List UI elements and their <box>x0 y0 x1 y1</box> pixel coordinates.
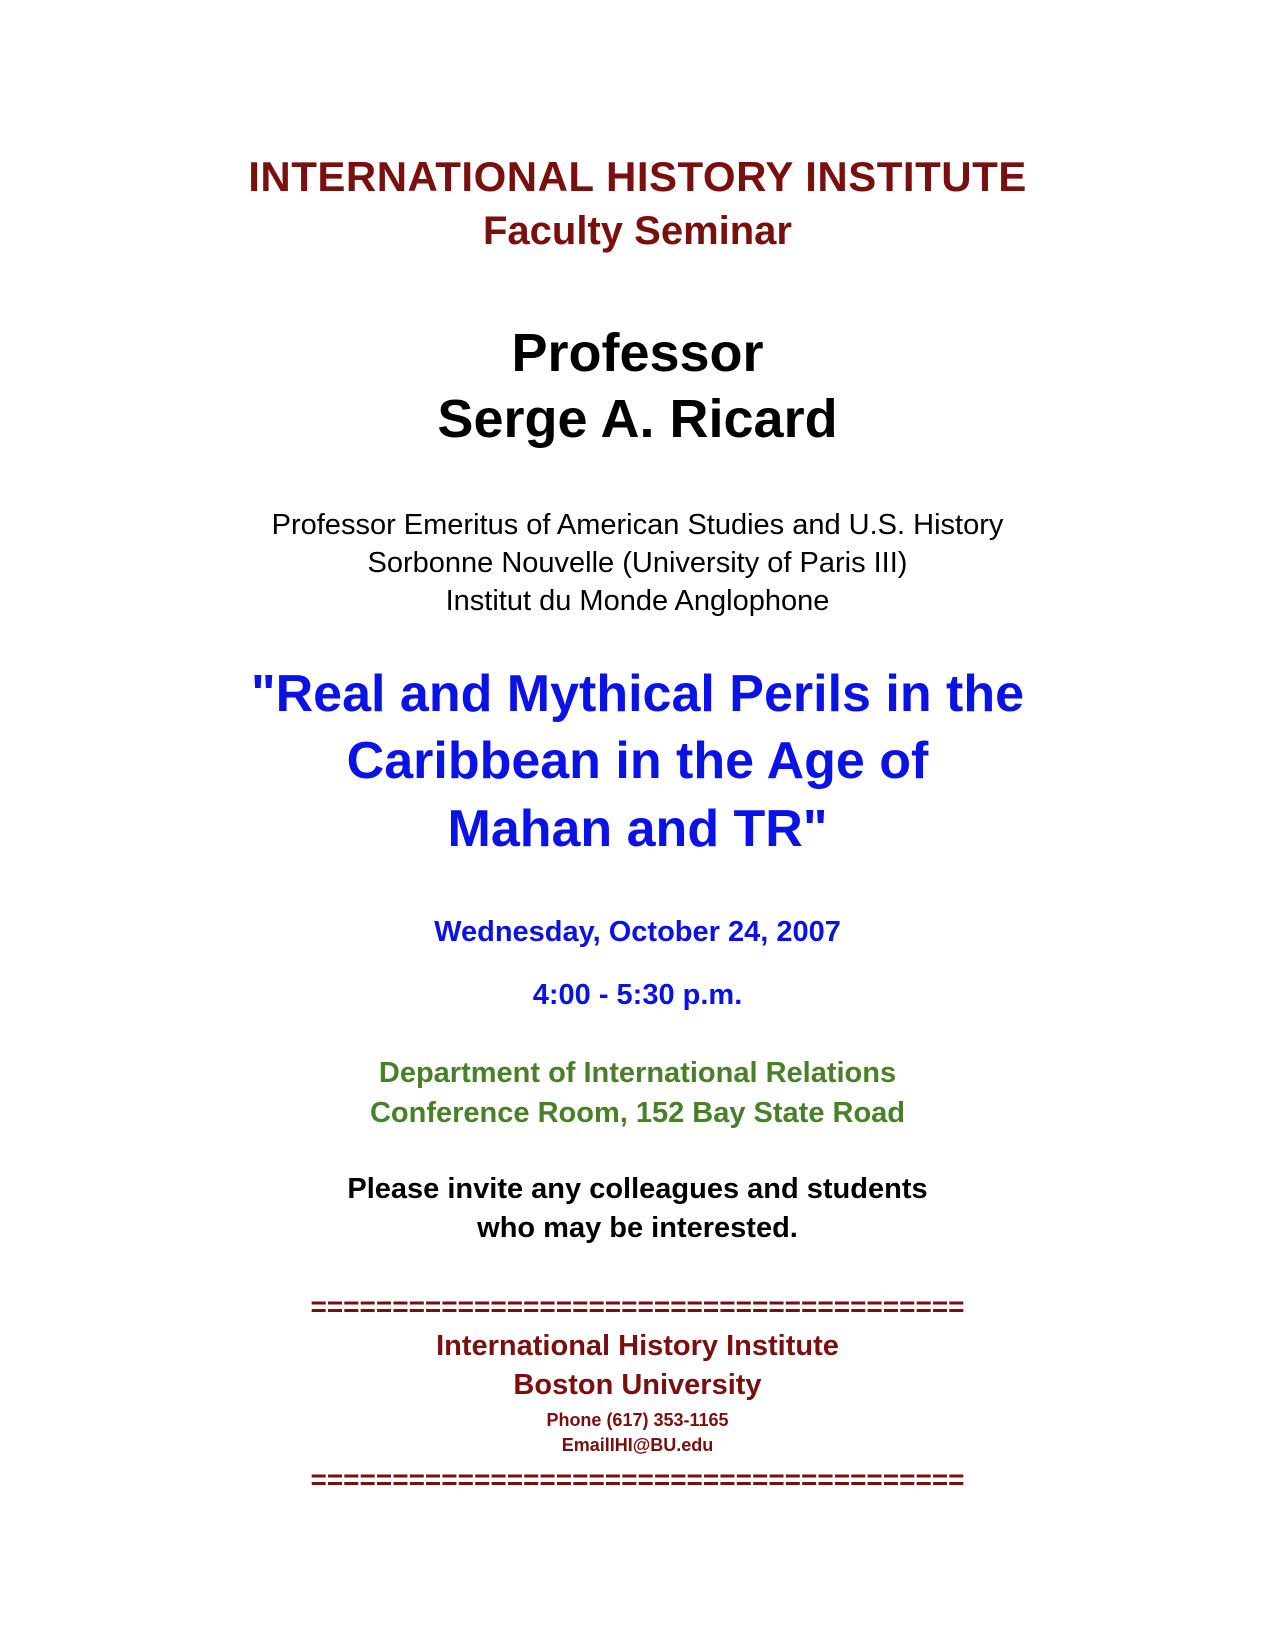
footer-divider-bottom: ======================================== <box>310 1464 965 1495</box>
footer-email: EmailIHI@BU.edu <box>561 1435 714 1455</box>
affiliation-line-1: Professor Emeritus of American Studies and U.S. History <box>271 509 1004 541</box>
talk-title-line-3: Mahan and TR" <box>447 800 828 858</box>
talk-title-line-1: "Real and Mythical Perils in the <box>250 665 1025 723</box>
footer-divider-top: ======================================== <box>310 1291 965 1322</box>
event-date: Wednesday, October 24, 2007 <box>434 916 841 948</box>
speaker-title: Professor <box>511 323 764 383</box>
invitation-line-2: who may be interested. <box>477 1212 798 1244</box>
location-line-1: Department of International Relations <box>378 1057 897 1089</box>
event-time: 4:00 - 5:30 p.m. <box>532 979 743 1011</box>
affiliation-line-2: Sorbonne Nouvelle (University of Paris III) <box>367 547 908 579</box>
footer-organization: International History Institute <box>436 1330 839 1362</box>
invitation-line-1: Please invite any colleagues and students <box>347 1173 928 1205</box>
affiliation-line-3: Institut du Monde Anglophone <box>445 585 830 617</box>
talk-title-line-2: Caribbean in the Age of <box>346 732 929 790</box>
footer-phone: Phone (617) 353-1165 <box>546 1410 729 1430</box>
seminar-series-heading: Faculty Seminar <box>482 209 792 253</box>
location-line-2: Conference Room, 152 Bay State Road <box>369 1097 906 1129</box>
institute-heading: INTERNATIONAL HISTORY INSTITUTE <box>248 153 1027 200</box>
footer-university: Boston University <box>513 1369 762 1401</box>
speaker-name: Serge A. Ricard <box>437 389 838 449</box>
